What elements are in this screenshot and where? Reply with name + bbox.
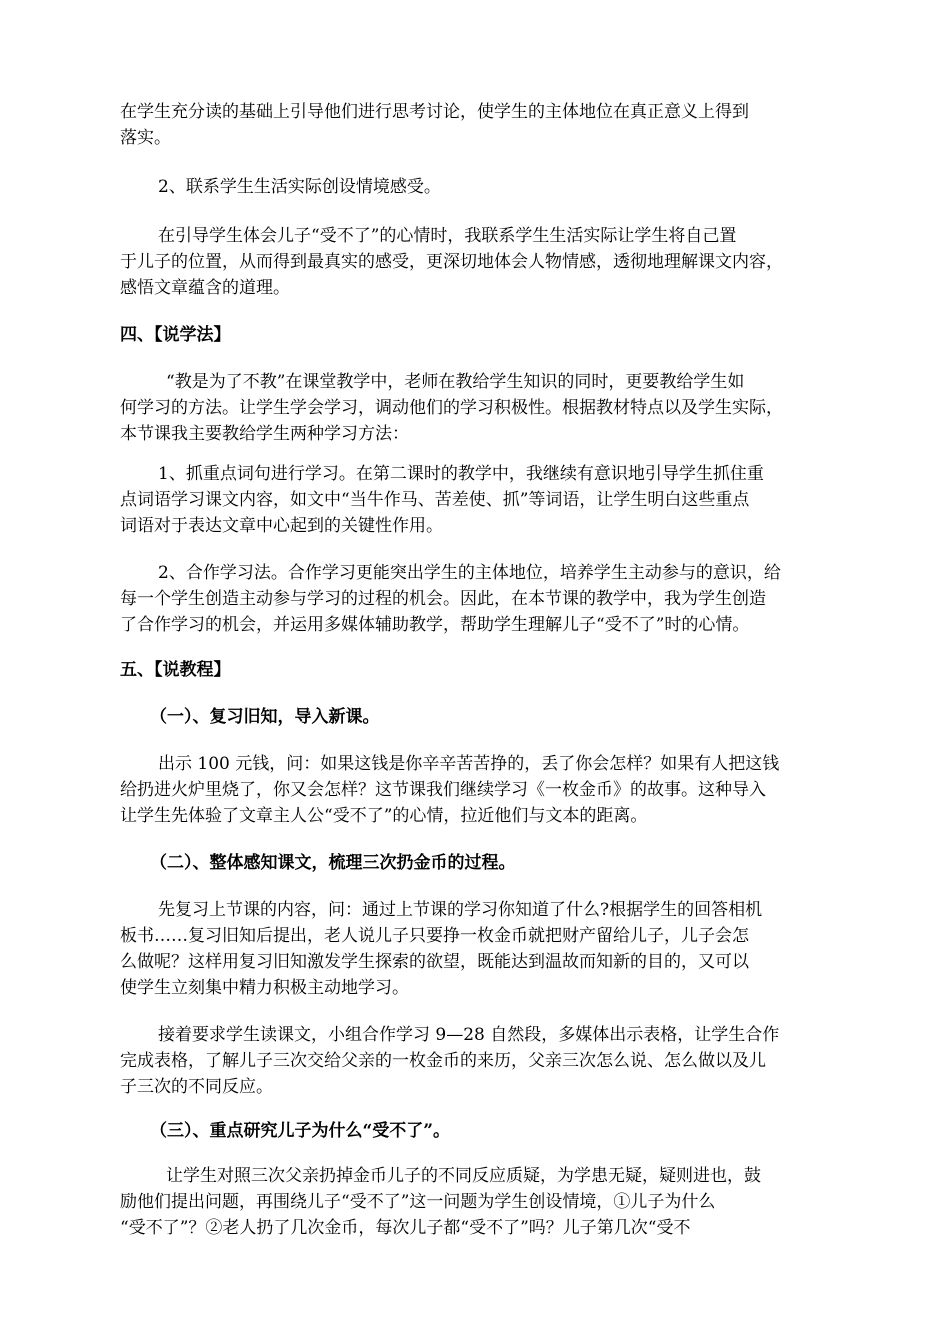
section-4-paragraph-line: 本节课我主要教给学生两种学习方法：	[120, 424, 409, 444]
point-2-paragraph-line: 感悟文章蕴含的道理。	[120, 278, 290, 298]
method-2-line: 2、合作学习法。合作学习更能突出学生的主体地位，培养学生主动参与的意识，给	[158, 563, 781, 583]
step-2-paragraph-2-line: 子三次的不同反应。	[120, 1077, 273, 1097]
method-1-line: 1、抓重点词句进行学习。在第二课时的教学中，我继续有意识地引导学生抓住重	[158, 464, 764, 484]
point-2-paragraph-line: 于儿子的位置，从而得到最真实的感受，更深切地体会人物情感，透彻地理解课文内容，	[120, 252, 783, 272]
step-1-paragraph-line: 出示 100 元钱，问：如果这钱是你辛辛苦苦挣的，丢了你会怎样？如果有人把这钱	[158, 754, 780, 774]
step-2-paragraph-1-line: 使学生立刻集中精力积极主动地学习。	[120, 978, 409, 998]
step-3-paragraph-line: 让学生对照三次父亲扔掉金币儿子的不同反应质疑，为学患无疑，疑则进也，鼓	[166, 1166, 761, 1186]
section-4-heading: 四、【说学法】	[120, 325, 231, 345]
section-5-heading: 五、【说教程】	[120, 660, 231, 680]
step-2-heading: （二）、整体感知课文，梳理三次扔金币的过程。	[150, 853, 516, 873]
point-2-paragraph-line: 在引导学生体会儿子“受不了”的心情时，我联系学生生活实际让学生将自己置	[158, 226, 737, 246]
section-4-paragraph-line: 何学习的方法。让学生学会学习，调动他们的学习积极性。根据教材特点以及学生实际，	[120, 398, 783, 418]
step-2-paragraph-2-line: 接着要求学生读课文，小组合作学习 9—28 自然段，多媒体出示表格，让学生合作	[158, 1025, 780, 1045]
step-2-paragraph-1-line: 板书……复习旧知后提出，老人说儿子只要挣一枚金币就把财产留给儿子，儿子会怎	[120, 926, 749, 946]
step-1-paragraph-line: 让学生先体验了文章主人公“受不了”的心情，拉近他们与文本的距离。	[120, 806, 648, 826]
step-2-paragraph-1-line: 先复习上节课的内容，问：通过上节课的学习你知道了什么?根据学生的回答相机	[158, 900, 763, 920]
method-1-line: 点词语学习课文内容，如文中“当牛作马、苦差使、抓”等词语，让学生明白这些重点	[120, 490, 750, 510]
section-4-paragraph-line: “教是为了不教”在课堂教学中，老师在教给学生知识的同时，更要教给学生如	[166, 372, 745, 392]
step-3-paragraph-line: “受不了”？②老人扔了几次金币，每次儿子都“受不了”吗？儿子第几次“受不	[120, 1218, 691, 1238]
step-3-heading: （三）、重点研究儿子为什么“受不了”。	[150, 1121, 451, 1141]
step-2-paragraph-1-line: 么做呢？这样用复习旧知激发学生探索的欲望，既能达到温故而知新的目的，又可以	[120, 952, 749, 972]
step-3-paragraph-line: 励他们提出问题，再围绕儿子“受不了”这一问题为学生创设情境，①儿子为什么	[120, 1192, 716, 1212]
method-1-line: 词语对于表达文章中心起到的关键性作用。	[120, 516, 443, 536]
step-1-heading: （一）、复习旧知，导入新课。	[150, 707, 380, 727]
step-2-paragraph-2-line: 完成表格，了解儿子三次交给父亲的一枚金币的来历，父亲三次怎么说、怎么做以及儿	[120, 1051, 766, 1071]
point-2-heading: 2、联系学生生活实际创设情境感受。	[158, 177, 441, 197]
step-1-paragraph-line: 给扔进火炉里烧了，你又会怎样？这节课我们继续学习《一枚金币》的故事。这种导入	[120, 780, 766, 800]
intro-paragraph-line: 落实。	[120, 128, 171, 148]
method-2-line: 了合作学习的机会，并运用多媒体辅助教学，帮助学生理解儿子“受不了”时的心情。	[120, 615, 750, 635]
intro-paragraph-line: 在学生充分读的基础上引导他们进行思考讨论，使学生的主体地位在真正意义上得到	[120, 102, 749, 122]
method-2-line: 每一个学生创造主动参与学习的过程的机会。因此，在本节课的教学中，我为学生创造	[120, 589, 766, 609]
